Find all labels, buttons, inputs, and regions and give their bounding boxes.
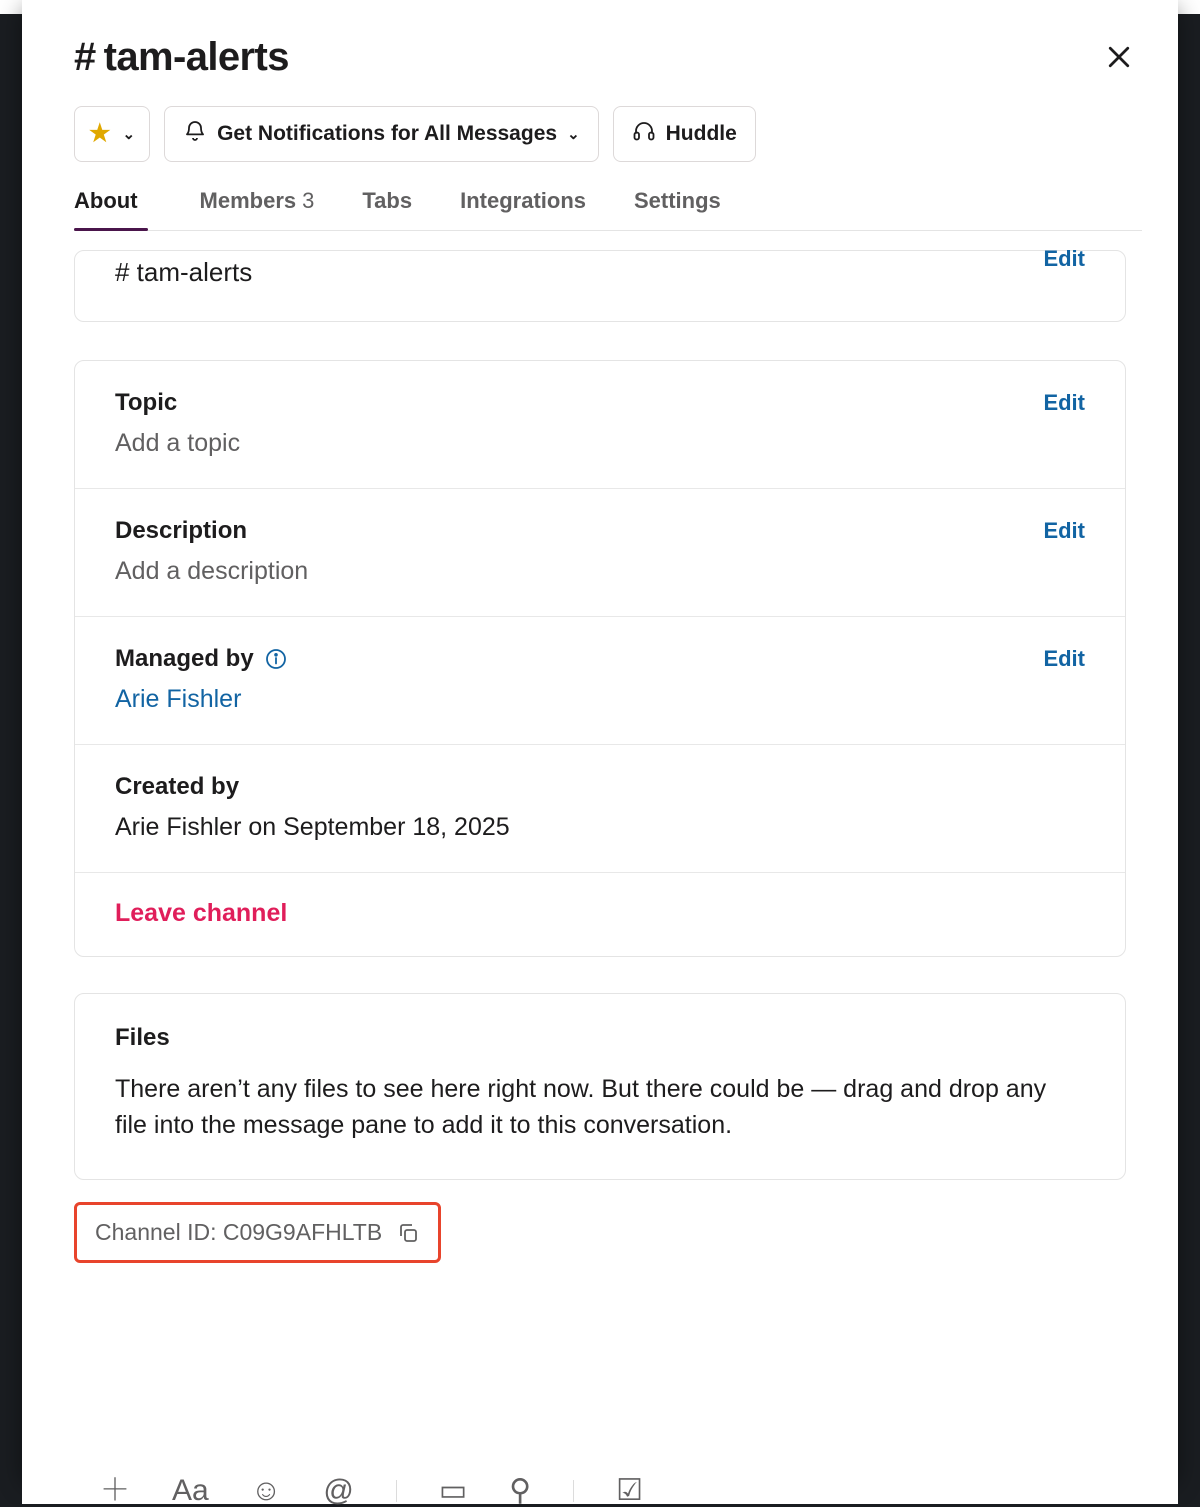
mention-icon[interactable]: @ xyxy=(323,1474,354,1507)
message-composer-toolbar xyxy=(22,1474,1178,1507)
info-icon[interactable] xyxy=(264,647,288,671)
topic-value: Add a topic xyxy=(115,429,241,457)
tab-tabs[interactable] xyxy=(338,188,436,230)
close-icon[interactable] xyxy=(1096,34,1142,80)
topic-edit-button[interactable]: Edit xyxy=(1043,390,1085,415)
channel-details-dialog xyxy=(22,0,1178,1480)
managed-by-value[interactable]: Arie Fishler xyxy=(115,685,242,713)
managed-by-row xyxy=(75,617,1125,745)
formatting-icon[interactable]: Aa xyxy=(172,1474,209,1507)
tab-settings-label: Settings xyxy=(634,188,721,213)
tab-tabs-label: Tabs xyxy=(362,188,413,213)
files-title: Files xyxy=(115,1024,170,1051)
about-panel xyxy=(22,245,1178,1480)
leave-channel-button[interactable]: Leave channel xyxy=(115,899,288,927)
checklist-icon[interactable]: ☑ xyxy=(616,1474,644,1507)
tab-members-count: 3 xyxy=(302,188,315,213)
emoji-icon[interactable]: ☺ xyxy=(250,1474,282,1507)
tab-integrations-label: Integrations xyxy=(460,188,586,213)
spacer xyxy=(74,322,1126,360)
channel-name-edit-button[interactable]: Edit xyxy=(1043,245,1085,271)
channel-info-card xyxy=(74,360,1126,957)
description-value: Add a description xyxy=(115,557,309,585)
leave-channel-row xyxy=(75,873,1125,956)
files-empty-text: There aren’t any files to see here right now. But there could be — drag and drop any file into the message pane to add it to this conversation. xyxy=(115,1075,1047,1139)
topic-row xyxy=(75,361,1125,489)
add-attachment-icon[interactable]: ＋ xyxy=(100,1474,130,1507)
description-row xyxy=(75,489,1125,617)
divider xyxy=(573,1480,574,1502)
created-by-value: Arie Fishler on September 18, 2025 xyxy=(115,813,510,841)
created-by-row xyxy=(75,745,1125,873)
tab-integrations[interactable] xyxy=(436,188,610,230)
huddle-button[interactable] xyxy=(613,106,756,162)
notifications-button-label: Get Notifications for All Messages xyxy=(217,122,558,145)
star-icon: ★ xyxy=(89,120,111,147)
managed-by-label xyxy=(115,645,288,673)
dialog-title-row xyxy=(74,34,1142,80)
managed-by-label-text: Managed by xyxy=(115,645,254,672)
files-card xyxy=(74,993,1126,1180)
tab-about-label: About xyxy=(74,188,138,213)
headphones-icon xyxy=(632,119,656,149)
chevron-down-icon: ⌄ xyxy=(122,126,136,143)
managed-by-edit-button[interactable]: Edit xyxy=(1043,646,1085,671)
chevron-down-icon: ⌄ xyxy=(567,126,580,143)
video-clip-icon[interactable]: ▭ xyxy=(438,1474,468,1507)
huddle-button-label: Huddle xyxy=(665,122,737,145)
dialog-header xyxy=(22,0,1178,231)
tab-members-label: Members xyxy=(199,188,297,213)
notifications-button[interactable] xyxy=(164,106,599,162)
hash-icon: # xyxy=(74,34,96,79)
page-title xyxy=(74,35,289,80)
channel-name-value: # tam-alerts xyxy=(115,257,253,287)
topic-label: Topic xyxy=(115,389,178,416)
dialog-actions xyxy=(74,106,1142,162)
created-by-label: Created by xyxy=(115,773,240,800)
bell-icon xyxy=(183,119,207,149)
page-title-text: tam-alerts xyxy=(103,34,289,79)
description-label: Description xyxy=(115,517,248,544)
dialog-tabs xyxy=(74,188,1142,231)
channel-id-text: Channel ID: C09G9AFHLTB xyxy=(95,1219,383,1245)
audio-clip-icon[interactable]: ⚲ xyxy=(509,1474,532,1507)
channel-name-card xyxy=(74,245,1126,322)
copy-icon[interactable] xyxy=(396,1221,420,1245)
tab-settings[interactable] xyxy=(610,188,745,230)
channel-id-highlight xyxy=(74,1202,441,1263)
star-channel-button[interactable] xyxy=(74,106,150,162)
divider xyxy=(396,1480,397,1502)
tab-about[interactable] xyxy=(74,188,162,230)
tab-members[interactable] xyxy=(176,188,339,230)
description-edit-button[interactable]: Edit xyxy=(1043,518,1085,543)
